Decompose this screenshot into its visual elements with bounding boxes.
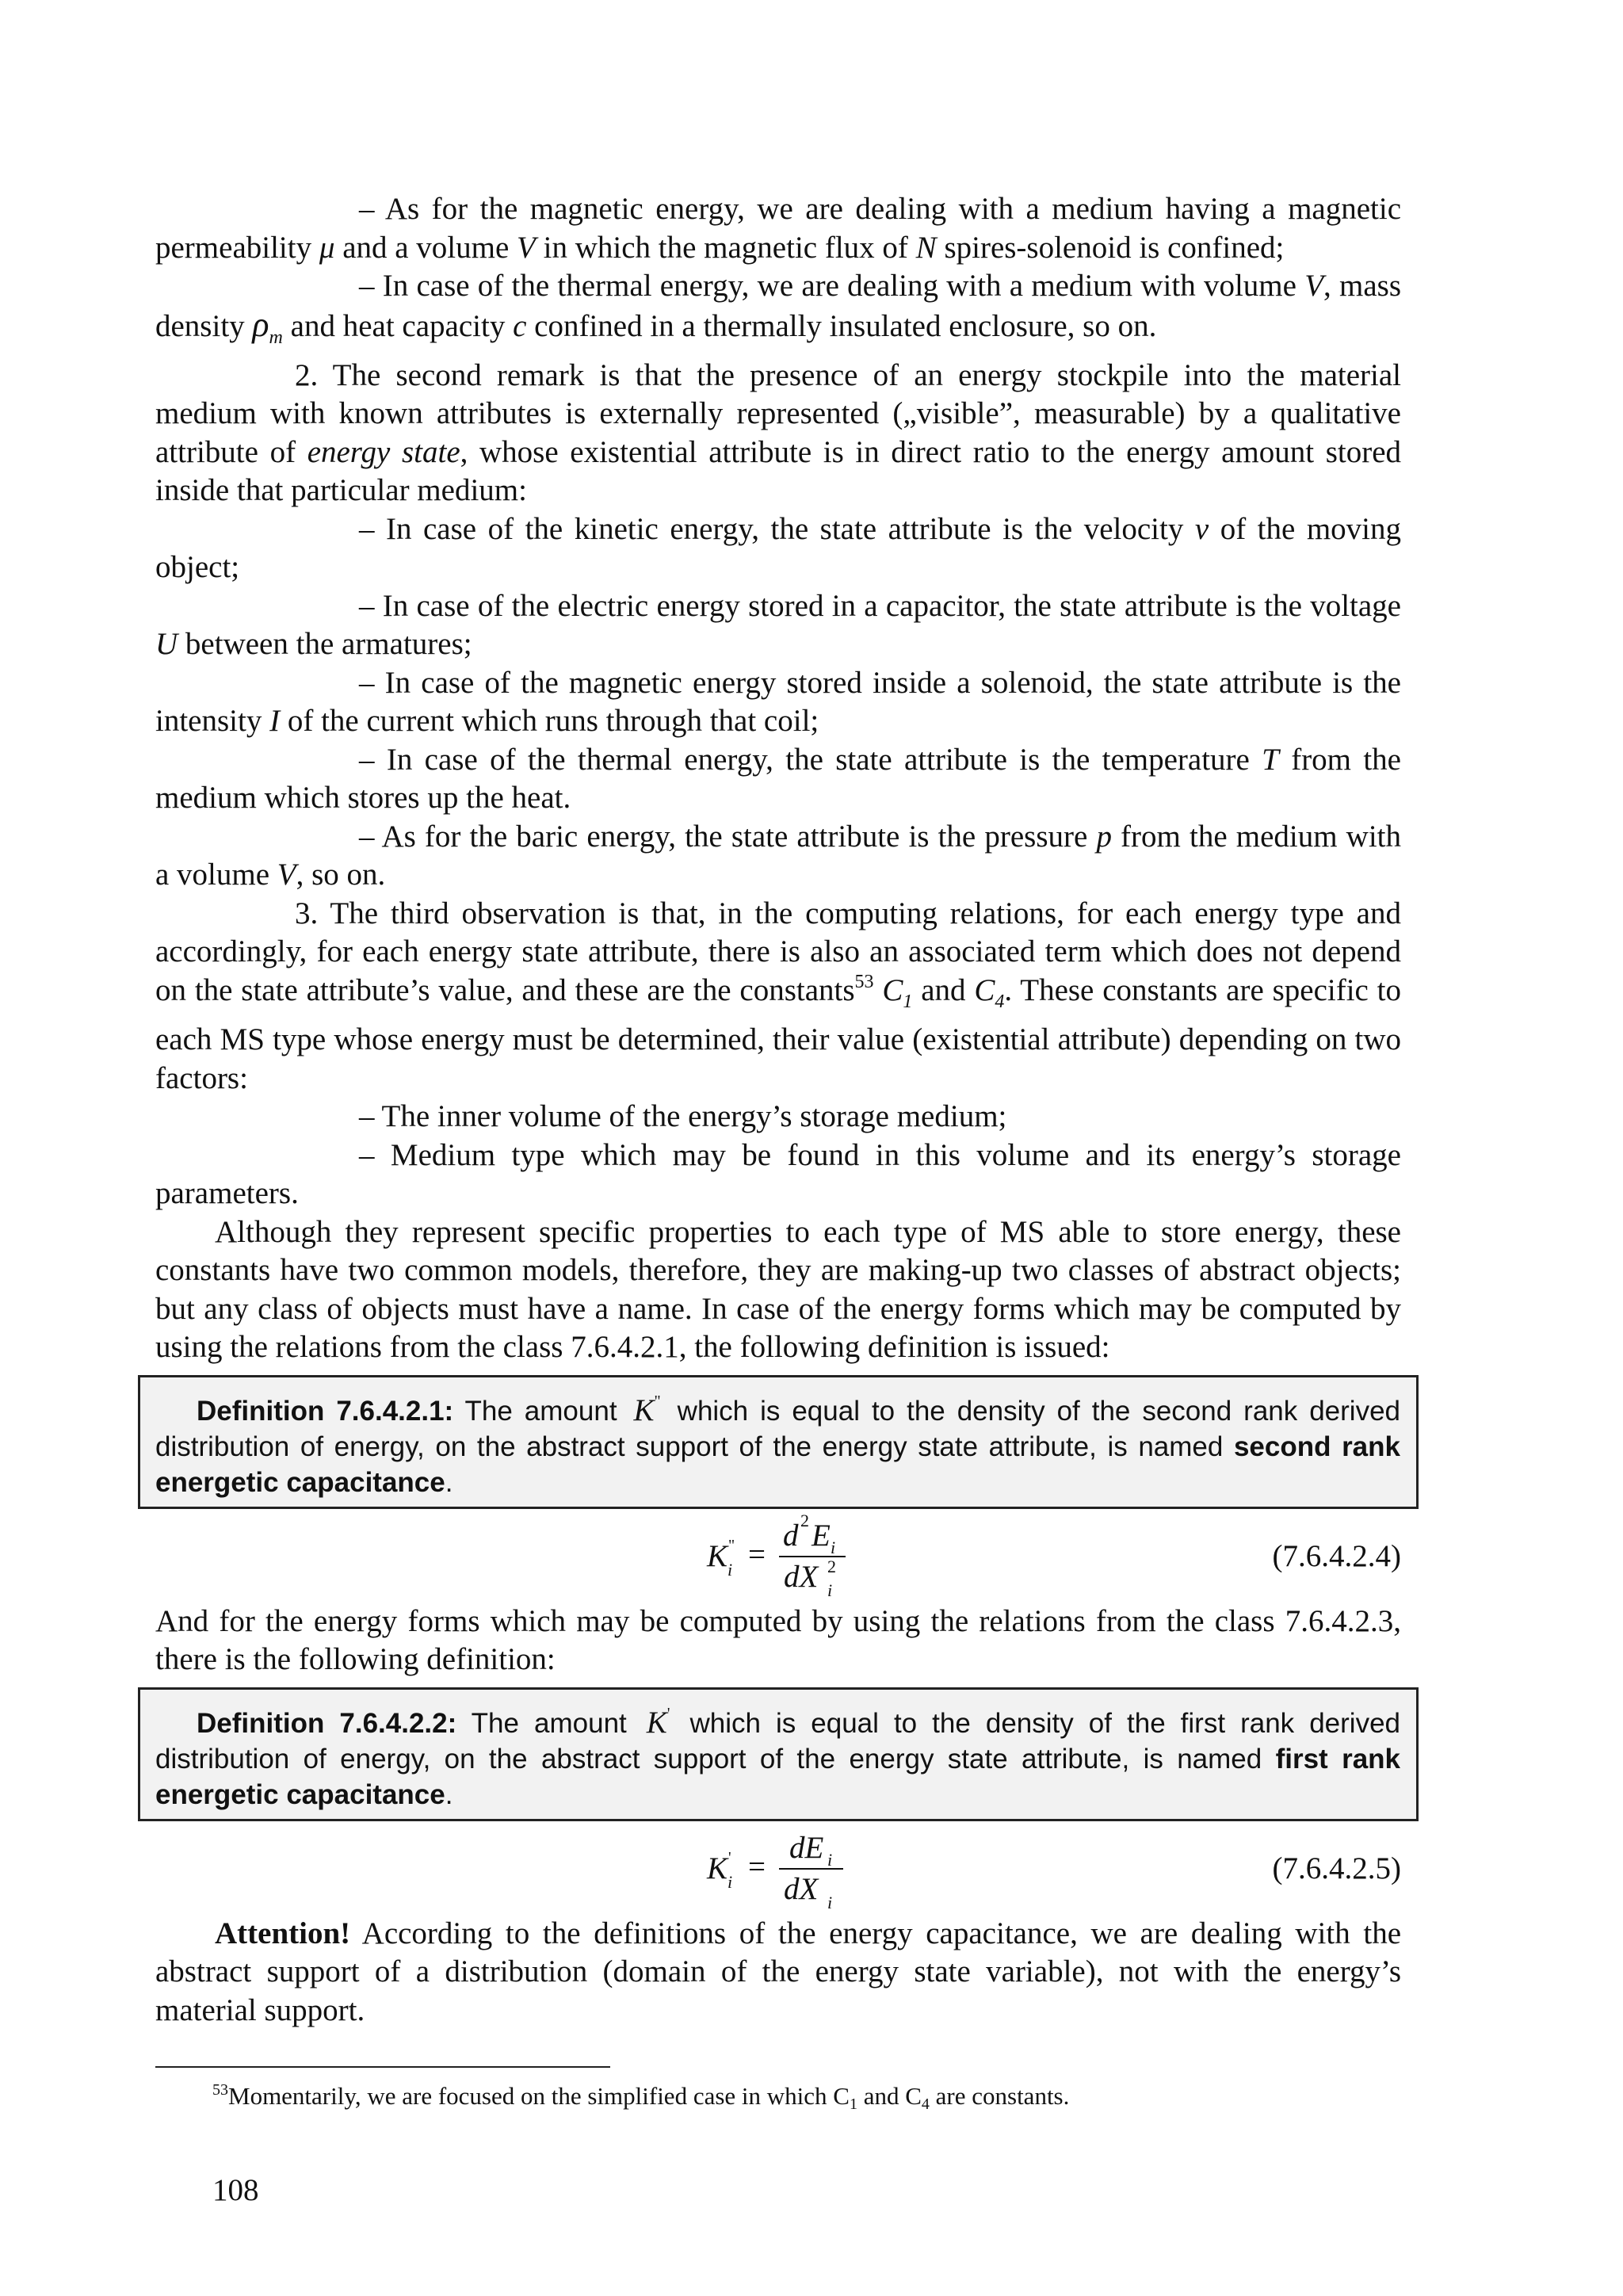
text: – In case of the kinetic energy, the state attribute is the velocity <box>359 511 1195 546</box>
symbol-c1: C <box>882 972 903 1007</box>
symbol-letter: K <box>633 1392 655 1427</box>
text: in which the magnetic flux of <box>535 230 916 265</box>
text: – In case of the magnetic energy stored inside a solenoid, the state attribute is the intensity <box>155 665 1401 739</box>
equation-number: (7.6.4.2.4) <box>1272 1538 1401 1573</box>
text: and C <box>857 2082 922 2110</box>
eq-den: dX <box>784 1871 819 1906</box>
text: , whose existential attribute is in direct ratio to the energy amount stored inside that particular medium: <box>155 434 1402 508</box>
text: According to the definitions of the energy capacitance, we are dealing with the abstract support of a distribution (domain of the energy state variable), not with the energy’s material support. <box>155 1916 1401 2027</box>
text: – As for the magnetic energy, we are dealing with a medium having a magnetic permeability <box>155 192 1401 265</box>
text: 3. The third observation is that, in the computing relations, for each energy type and accordingly, for each energy state attribute, there is also an associated term which does not depend on the state attribute’s value, and these are the constants <box>155 896 1401 1007</box>
symbol-superscript: " <box>654 1392 661 1410</box>
text: which is equal to the density of the second rank derived distribution of energy, on the abstract support of the energy state attribute, is named <box>155 1395 1401 1462</box>
definition-heading: Definition 7.6.4.2.2: <box>197 1707 457 1739</box>
paragraph-kinetic-energy <box>155 510 1401 587</box>
paragraph-inner-volume: – The inner volume of the energy’s storage medium; <box>359 1099 1007 1134</box>
text: from the medium with a volume <box>155 819 1402 892</box>
text: and heat capacity <box>282 308 514 343</box>
paragraph-medium-type: – Medium type which may be found in this volume and its energy’s storage parameters. <box>155 1137 1401 1211</box>
text: The amount <box>453 1395 629 1427</box>
eq-lhs-sub: i <box>727 1559 733 1580</box>
symbol-k <box>629 1393 666 1427</box>
definition-heading: Definition 7.6.4.2.1: <box>197 1395 454 1427</box>
symbol-v: V <box>517 230 536 265</box>
defined-term: first rank energetic capacitance <box>155 1743 1400 1810</box>
symbol-c: c <box>513 308 527 343</box>
eq-den-sup: 2 <box>827 1556 836 1576</box>
page-body <box>155 190 1401 2030</box>
equation-7-6-4-2-5 <box>155 1821 1401 1915</box>
text: of the moving object; <box>155 511 1401 585</box>
symbol-rho: ρ <box>252 304 269 344</box>
paragraph-baric-energy <box>155 818 1401 895</box>
eq-lhs-sub: i <box>727 1871 733 1892</box>
text: and <box>912 972 975 1007</box>
defined-term: second rank energetic capacitance <box>155 1431 1400 1498</box>
definition-box-2 <box>138 1687 1419 1821</box>
symbol-i: I <box>269 704 281 739</box>
symbol-mu: μ <box>319 230 335 265</box>
equation-graphic <box>155 1821 1401 1915</box>
paragraph-solenoid-energy <box>155 664 1401 741</box>
symbol-k <box>642 1706 675 1740</box>
paragraph-magnetic-energy <box>155 190 1401 267</box>
eq-num-sub: i <box>831 1537 836 1557</box>
symbol-letter: K <box>646 1705 667 1740</box>
symbol-v: v <box>1194 511 1209 546</box>
symbol-subscript: m <box>269 327 283 348</box>
text: – In case of the electric energy stored in a capacitor, the state attribute is the voltage <box>359 588 1401 623</box>
text: of the current which runs through that coil; <box>280 704 819 739</box>
eq-equals: = <box>748 1849 766 1884</box>
eq-equals: = <box>748 1537 766 1572</box>
paragraph-electric-energy <box>155 587 1401 664</box>
symbol-v: V <box>1304 269 1324 303</box>
paragraph-third-observation <box>155 895 1401 1098</box>
equation-7-6-4-2-4 <box>155 1509 1401 1603</box>
text: . These constants are specific to each MS type whose energy must be determined, their value (existential attribute) depending on two factors: <box>155 972 1402 1095</box>
footnote-number: 53 <box>212 2081 228 2099</box>
text: The amount <box>456 1707 642 1739</box>
text: , so on. <box>296 858 386 892</box>
symbol-p: p <box>1096 819 1112 854</box>
eq-den: dX <box>784 1559 819 1594</box>
eq-lhs-sup: " <box>728 1536 735 1554</box>
text: – In case of the thermal energy, we are dealing with a medium with volume <box>359 269 1305 303</box>
text: spires-solenoid is confined; <box>936 230 1285 265</box>
emphasis-energy-state: energy state <box>307 434 460 469</box>
symbol-n: N <box>915 230 937 265</box>
text: between the armatures; <box>178 627 472 662</box>
text: – As for the baric energy, the state attribute is the pressure <box>359 819 1097 854</box>
paragraph-second-remark <box>155 357 1401 510</box>
paragraph-first-rank-intro: And for the energy forms which may be computed by using the relations from the class 7.6.4.2.3, there is the following definition: <box>155 1603 1401 1677</box>
footnote-reference[interactable]: 53 <box>854 971 874 992</box>
text: are constants. <box>929 2082 1070 2110</box>
eq-num-sub: i <box>827 1849 833 1870</box>
symbol-u: U <box>155 627 178 662</box>
symbol-v: V <box>277 858 296 892</box>
eq-num-sup: 2 <box>800 1510 809 1530</box>
attention-label: Attention! <box>215 1916 351 1950</box>
eq-num: dE <box>789 1830 824 1865</box>
footnote-separator <box>155 2066 610 2068</box>
text: Momentarily, we are focused on the simplified case in which C <box>228 2082 850 2110</box>
text: confined in a thermally insulated enclosure, so on. <box>526 308 1157 343</box>
definition-box-1 <box>138 1375 1419 1509</box>
subscript: 1 <box>849 2095 857 2113</box>
equation-number: (7.6.4.2.5) <box>1272 1851 1401 1885</box>
symbol-subscript: 1 <box>903 991 913 1012</box>
footnote <box>212 2081 1069 2114</box>
text: from the medium which stores up the heat. <box>155 742 1401 816</box>
text: 2. The second remark is that the presence of an energy stockpile into the material medium with known attributes is externally represented („visible”, measurable) by a qualitative attribute of <box>155 357 1401 469</box>
paragraph-thermal-energy <box>155 267 1401 357</box>
eq-den-sub: i <box>827 1580 833 1600</box>
subscript: 4 <box>921 2095 930 2113</box>
symbol-t: T <box>1262 742 1279 777</box>
eq-lhs-sup: ' <box>728 1848 731 1866</box>
text: and a volume <box>334 230 517 265</box>
eq-num: d <box>783 1518 799 1553</box>
paragraph-constants-classes: Although they represent specific properties to each type of MS able to store energy, these constants have two common models, therefore, they are making-up two classes of abstract objects; but any class of objects must have a name. In case of the energy forms which may be computed by using the relations from the class 7.6.4.2.1, the following definition is issued: <box>155 1214 1401 1365</box>
text: . <box>445 1778 453 1810</box>
paragraph-attention <box>155 1915 1401 2030</box>
symbol-c4: C <box>974 972 995 1007</box>
text: – In case of the thermal energy, the state attribute is the temperature <box>359 742 1262 777</box>
eq-lhs: K <box>707 1538 728 1573</box>
eq-num-e: E <box>812 1518 831 1553</box>
paragraph-heat-energy <box>155 741 1401 818</box>
page-number: 108 <box>212 2173 259 2207</box>
text: , mass density <box>155 269 1402 343</box>
symbol-superscript: ' <box>666 1704 670 1722</box>
text: . <box>445 1466 453 1498</box>
text: which is equal to the density of the first rank derived distribution of energy, on the abstract support of the energy state attribute, is named <box>155 1707 1401 1775</box>
eq-den-sub: i <box>827 1892 833 1912</box>
symbol-subscript: 4 <box>995 991 1005 1012</box>
equation-graphic <box>155 1509 1401 1603</box>
eq-lhs: K <box>707 1851 728 1885</box>
